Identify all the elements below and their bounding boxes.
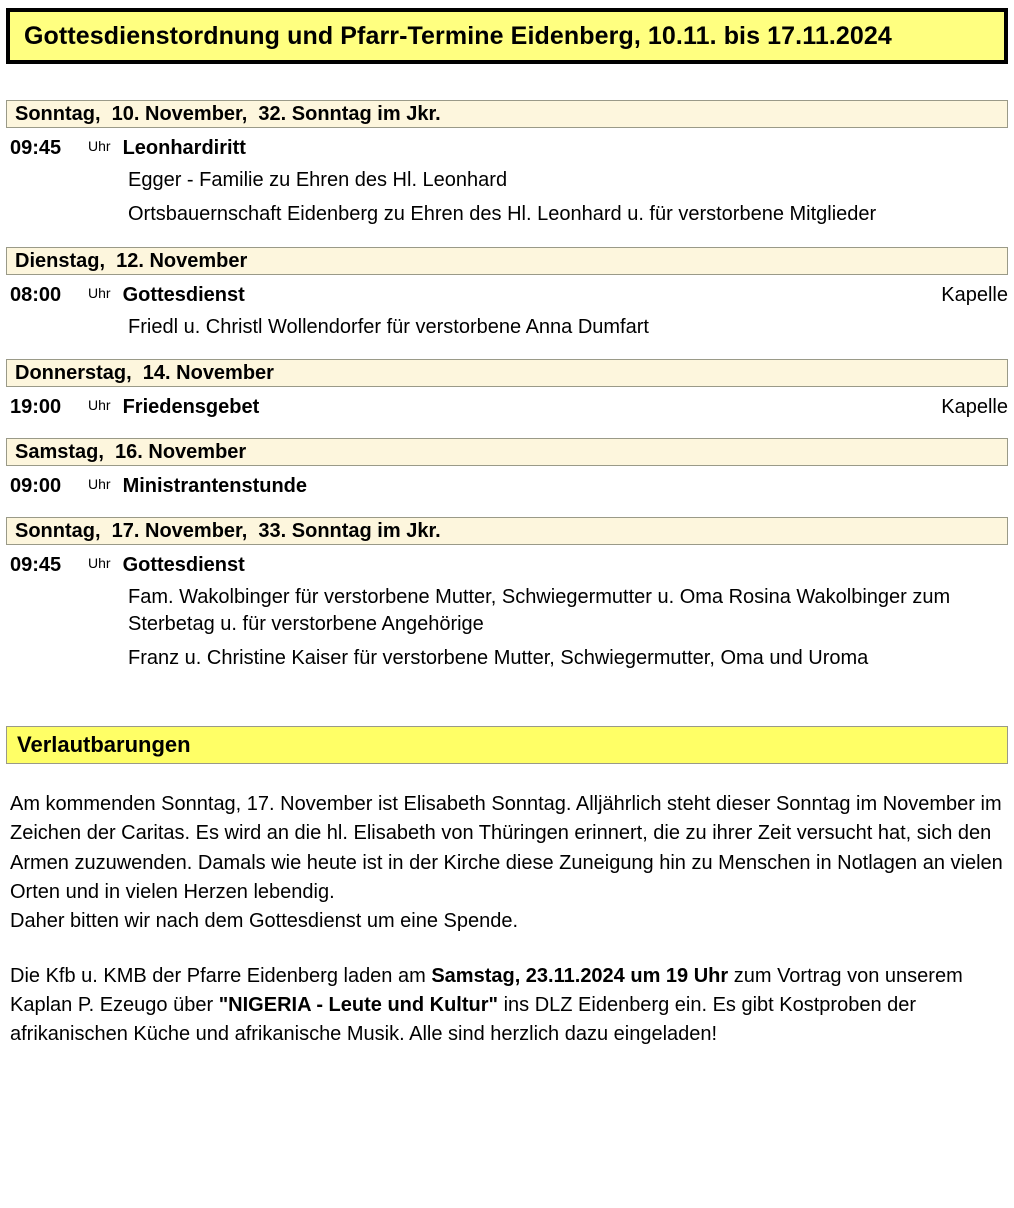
event-time: 19:00 xyxy=(10,396,62,419)
document-page xyxy=(0,8,1014,1049)
announcements-heading: Verlautbarungen xyxy=(17,732,191,758)
day-header-bar xyxy=(6,438,1008,466)
day-header-label: Dienstag, 12. November xyxy=(15,249,248,272)
service-schedule xyxy=(0,100,1014,681)
event-intentions xyxy=(0,584,1014,681)
announcements-banner xyxy=(6,726,1008,764)
announcement-paragraph xyxy=(10,790,1008,935)
event-intentions xyxy=(0,314,1014,350)
intention-line: Franz u. Christine Kaiser für verstorbene Mutter, Schwiegermutter, Oma und Uroma xyxy=(128,646,869,669)
event-time: 09:45 xyxy=(10,137,62,159)
event-time: 09:00 xyxy=(10,475,62,498)
day-header-label: Donnerstag, 14. November xyxy=(15,362,274,385)
event-row xyxy=(0,466,1014,498)
event-time: 09:45 xyxy=(10,554,62,577)
event-name: Leonhardiritt xyxy=(122,137,246,159)
event-location: Kapelle xyxy=(941,396,1008,419)
event-spacer xyxy=(0,419,1014,429)
day-group xyxy=(0,247,1014,350)
event-intentions xyxy=(0,167,1014,238)
event-name: Ministrantenstunde xyxy=(122,475,308,498)
announcement-emphasis: "NIGERIA - Leute und Kultur" xyxy=(218,993,499,1016)
day-group xyxy=(0,438,1014,508)
event-spacer xyxy=(0,498,1014,508)
page-title: Gottesdienstordnung und Pfarr-Termine Eidenberg, 10.11. bis 17.11.2024 xyxy=(24,21,892,50)
day-header-bar xyxy=(6,517,1008,545)
intention-line: Egger - Familie zu Ehren des Hl. Leonhard xyxy=(128,169,508,191)
announcement-text: ins DLZ Eidenberg ein. Es gibt Kostproben der afrikanischen Küche und afrikanische Musik. Alle sind herzlich dazu eingeladen! xyxy=(10,993,917,1045)
announcement-emphasis: Samstag, 23.11.2024 um 19 Uhr xyxy=(431,964,729,987)
event-row xyxy=(0,387,1014,419)
day-group xyxy=(0,359,1014,429)
day-header-label: Samstag, 16. November xyxy=(15,441,247,464)
event-time-unit: Uhr xyxy=(88,284,111,301)
event-name: Gottesdienst xyxy=(122,283,245,306)
event-name: Gottesdienst xyxy=(122,554,245,577)
day-group xyxy=(0,100,1014,238)
document-title-banner xyxy=(6,8,1008,64)
event-name: Friedensgebet xyxy=(122,396,260,419)
event-row xyxy=(0,545,1014,577)
day-header-label: Sonntag, 17. November, 33. Sonntag im Jkr. xyxy=(15,520,441,543)
announcement-text: Die Kfb u. KMB der Pfarre Eidenberg laden am xyxy=(10,964,432,987)
intention-line: Fam. Wakolbinger für verstorbene Mutter, Schwiegermutter u. Oma Rosina Wakolbinger zum Sterbetag u. für verstorbene Angehörige xyxy=(128,586,951,635)
event-time-unit: Uhr xyxy=(88,397,111,414)
event-row xyxy=(0,128,1014,160)
announcement-text: Daher bitten wir nach dem Gottesdienst um eine Spende. xyxy=(10,909,519,932)
announcement-text: Am kommenden Sonntag, 17. November ist Elisabeth Sonntag. Alljährlich steht dieser Sonntag im November im Zeichen der Caritas. Es wird an die hl. Elisabeth von Thüringen erinnert, die zu ihrer Zeit versucht hat, sich den Armen zuzuwenden. Damals wie heute ist in der Kirche diese Zuneigung hin zu Menschen in Notlagen an vielen Orten und in vielen Herzen lebendig. xyxy=(10,793,1003,903)
event-time-unit: Uhr xyxy=(88,476,111,493)
day-header-bar xyxy=(6,359,1008,387)
event-time-unit: Uhr xyxy=(88,555,111,572)
event-time-unit: Uhr xyxy=(88,138,111,154)
intention-line: Friedl u. Christl Wollendorfer für verstorbene Anna Dumfart xyxy=(128,315,649,338)
intention-line: Ortsbauernschaft Eidenberg zu Ehren des Hl. Leonhard u. für verstorbene Mitglieder xyxy=(128,203,877,226)
announcements-body xyxy=(0,790,1014,1049)
announcement-paragraph xyxy=(10,962,1008,1049)
event-row xyxy=(0,275,1014,307)
announcement-text: zum Vortrag von unserem Kaplan P. Ezeugo über xyxy=(10,964,963,1016)
event-location: Kapelle xyxy=(941,283,1008,306)
day-group xyxy=(0,517,1014,681)
day-header-bar xyxy=(6,100,1008,128)
day-header-label: Sonntag, 10. November, 32. Sonntag im Jkr. xyxy=(15,103,441,125)
event-time: 08:00 xyxy=(10,283,62,306)
day-header-bar xyxy=(6,247,1008,275)
